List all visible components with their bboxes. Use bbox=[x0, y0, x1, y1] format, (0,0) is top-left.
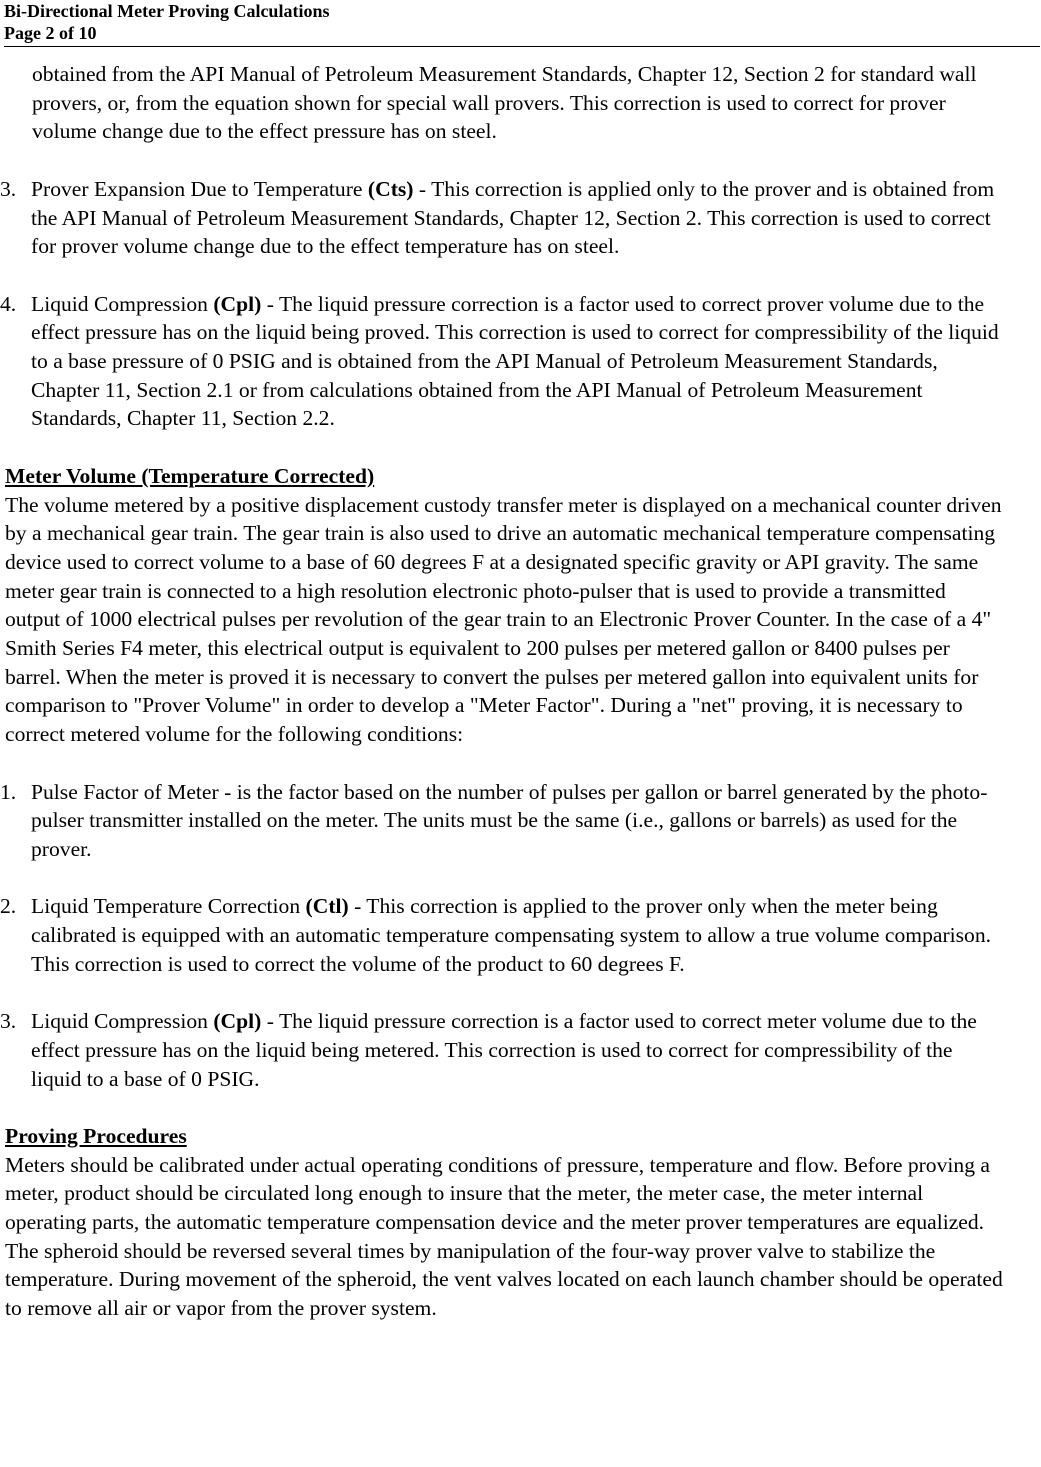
intro-continuation: obtained from the API Manual of Petroleum Measurement Standards, Chapter 12, Section 2 for standard wall provers, or, from the equation shown for special wall provers. This correction is used to correct for prover volume change due to the effect pressure has on steel. bbox=[32, 62, 977, 144]
list-text: - This correction is applied to the prover only when the meter being calibrated is equipped with an automatic temperature compensating system to allow a true volume comparison. This correction is used to correct the volume of the product to 60 degrees F. bbox=[31, 894, 992, 976]
list-term: (Cts) bbox=[367, 176, 414, 201]
spacer bbox=[0, 433, 1041, 462]
list-text: Liquid Temperature Correction bbox=[31, 894, 306, 919]
list-item bbox=[0, 175, 1001, 261]
list-text: Liquid Compression bbox=[31, 1009, 214, 1034]
list-number: 3. bbox=[0, 176, 17, 201]
spacer bbox=[0, 146, 1041, 175]
list-number: 1. bbox=[0, 779, 17, 804]
list-item bbox=[0, 1007, 1001, 1093]
page-number: Page 2 of 10 bbox=[4, 23, 97, 43]
spacer bbox=[0, 1093, 1041, 1122]
list-term: (Cpl) bbox=[213, 291, 262, 316]
list-text: - This correction is applied only to the prover and is obtained from the API Manual of Petroleum Measurement Standards, Chapter 12, Section 2. This correction is used to correct for prover volume change due to the effect temperature has on steel. bbox=[31, 176, 995, 259]
list-text: - The liquid pressure correction is a factor used to correct prover volume due to the effect pressure has on the liquid being proved. This correction is used to correct for compressibility of the liquid to a base pressure of 0 PSIG and is obtained from the API Manual of Petroleum Measurement Standards, Chapter 11, Section 2.1 or from calculations obtained from the API Manual of Petroleum Measurement Standards, Chapter 11, Section 2.2. bbox=[31, 291, 999, 431]
section-heading-meter-volume: Meter Volume (Temperature Corrected) bbox=[5, 463, 375, 488]
spacer bbox=[0, 864, 1041, 893]
list-number: 2. bbox=[0, 894, 17, 919]
list-term: (Cpl) bbox=[213, 1009, 262, 1034]
meter-volume-body: The volume metered by a positive displacement custody transfer meter is displayed on a mechanical counter driven by a mechanical gear train. The gear train is also used to drive an automatic mechanical temperature compensating device used to correct volume to a base of 60 degrees F at a designated specific gravity or API gravity. The same meter gear train is connected to a high resolution electronic photo-pulser that is used to provide a transmitted output of 1000 electrical pulses per revolution of the gear train to an Electronic Prover Counter. In the case of a 4" Smith Series F4 meter, this electrical output is equivalent to 200 pulses per metered gallon or 8400 pulses per barrel. When the meter is proved it is necessary to convert the pulses per metered gallon into equivalent units for comparison to "Prover Volume" in order to develop a "Meter Factor". During a "net" proving, it is necessary to correct metered volume for the following conditions: bbox=[5, 492, 1002, 747]
document-title: Bi-Directional Meter Proving Calculations bbox=[4, 1, 330, 21]
list-number: 3. bbox=[0, 1009, 17, 1034]
list-text: Prover Expansion Due to Temperature bbox=[31, 176, 368, 201]
section-heading-proving-procedures: Proving Procedures bbox=[5, 1123, 187, 1148]
list-text: Liquid Compression bbox=[31, 291, 214, 316]
proving-procedures-body: Meters should be calibrated under actual operating conditions of pressure, temperature and flow. Before proving a meter, product should be circulated long enough to insure that the meter, the meter case, the meter internal operating parts, the automatic temperature compensation device and the meter prover temperatures are equalized. The spheroid should be reversed several times by manipulation of the four-way prover valve to stabilize the temperature. During movement of the spheroid, the vent valves located on each launch chamber should be operated to remove all air or vapor from the prover system. bbox=[5, 1152, 1003, 1321]
page-header bbox=[4, 0, 1040, 47]
list-item bbox=[0, 778, 1001, 864]
spacer bbox=[0, 978, 1041, 1007]
spacer bbox=[0, 749, 1041, 778]
list-item bbox=[0, 892, 1001, 978]
list-term: (Ctl) bbox=[305, 894, 349, 919]
list-text: Pulse Factor of Meter - is the factor based on the number of pulses per gallon or barrel generated by the photo-pulser transmitter installed on the meter. The units must be the same (i.e., gallons or barrels) as used for the prover. bbox=[31, 779, 988, 861]
list-text: - The liquid pressure correction is a factor used to correct meter volume due to the effect pressure has on the liquid being metered. This correction is used to correct for compressibility of the liquid to a base of 0 PSIG. bbox=[31, 1009, 977, 1091]
list-number: 4. bbox=[0, 291, 17, 316]
document-body bbox=[0, 60, 1041, 1323]
spacer bbox=[0, 261, 1041, 290]
list-item bbox=[0, 290, 1001, 434]
